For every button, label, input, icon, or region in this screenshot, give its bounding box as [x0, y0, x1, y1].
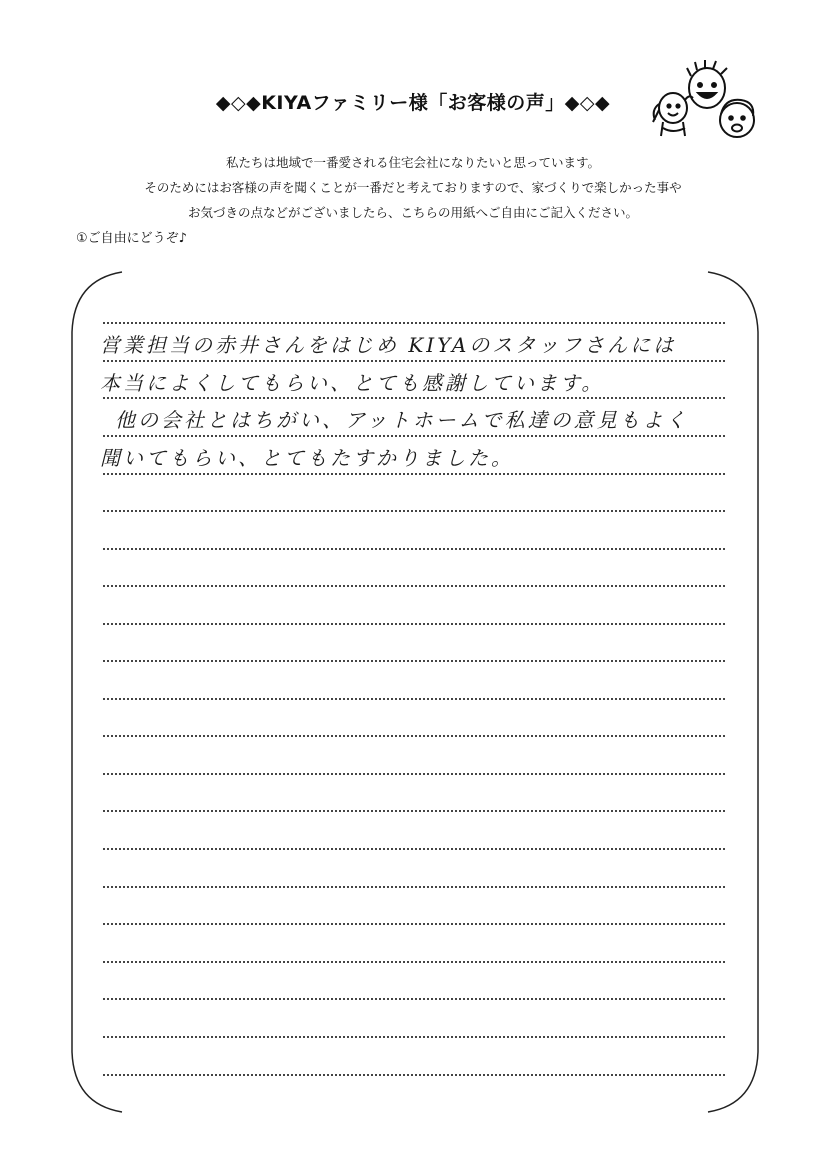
ruled-line — [103, 961, 725, 963]
handwritten-line: 営業担当の赤井さんをはじめ KIYAのスタッフさんには — [100, 333, 677, 357]
ruled-line — [103, 773, 725, 775]
prompt-label: ①ご自由にどうぞ♪ — [76, 231, 187, 246]
ruled-line — [103, 548, 725, 550]
ruled-line — [103, 660, 725, 662]
ruled-line — [103, 623, 725, 625]
ruled-line — [103, 923, 725, 925]
handwritten-line: 本当によくしてもらい、とても感謝しています。 — [100, 371, 605, 395]
ruled-line — [103, 735, 725, 737]
ruled-line — [103, 1074, 725, 1076]
handwritten-line: 他の会社とはちがい、アットホームで私達の意見もよく — [115, 408, 689, 432]
ruled-line — [103, 886, 725, 888]
ruled-line — [103, 322, 725, 324]
ruled-line — [103, 585, 725, 587]
intro-line: 私たちは地域で一番愛される住宅会社になりたいと思っています。 — [225, 155, 600, 170]
intro-line: そのためにはお客様の声を聞くことが一番だと考えておりますので、家づくりで楽しかった事や — [144, 180, 682, 195]
ruled-line — [103, 810, 725, 812]
intro-text — [60, 150, 766, 225]
page-title: ◆◇◆KIYAファミリー様「お客様の声」◆◇◆ — [215, 92, 611, 114]
ruled-line — [103, 1036, 725, 1038]
intro-line: お気づきの点などがございましたら、こちらの用紙へご自由にご記入ください。 — [187, 205, 638, 220]
handwritten-line: 聞いてもらい、とてもたすかりました。 — [100, 446, 514, 470]
ruled-line — [103, 848, 725, 850]
cartoon-faces-icon — [645, 58, 770, 148]
ruled-line — [103, 998, 725, 1000]
ruled-line — [103, 510, 725, 512]
ruled-line — [103, 698, 725, 700]
